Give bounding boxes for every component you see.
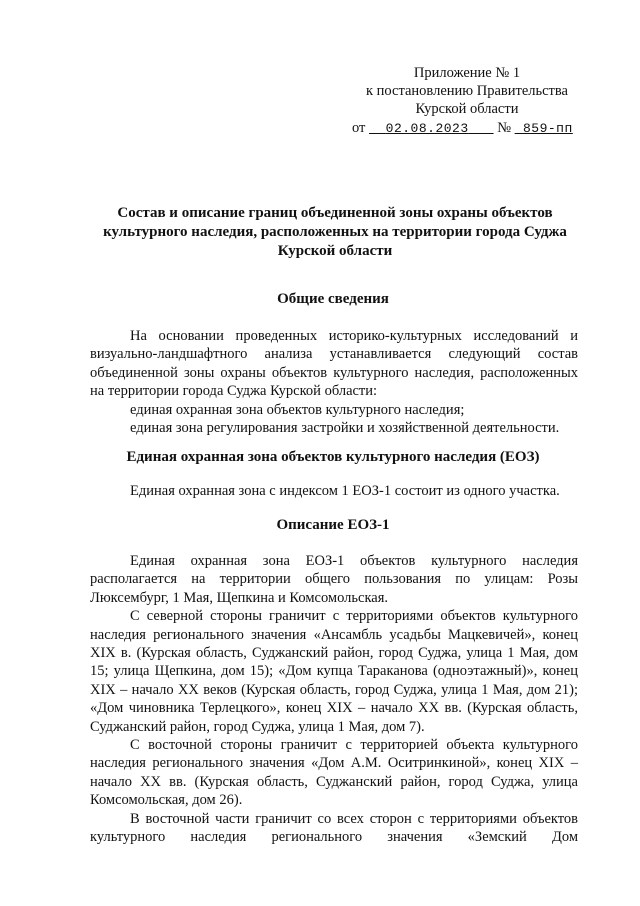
appendix-date-number-line [352, 119, 582, 138]
section-general-body [90, 327, 578, 437]
paragraph-north-border: С северной стороны граничит с территориями объектов культурного наследия регионального значения «Ансамбль усадьбы Мацкевичей», конец XIX в. (Курская область, Суджанский район, город Суджа, улица 1 Мая, дом 15; улица Щепкина, дом 15); «Дом купца Тараканова (одноэтажный)», конец XIX – начало XX веков (Курская область, город Суджа, улица 1 Мая, дом 21); «Дом чиновника Терлецкого», конец XIX – начало XX вв. (Курская область, Суджанский район, город Суджа, улица 1 Мая, дом 7). [90, 608, 578, 735]
number-label: № [497, 120, 512, 136]
paragraph-east-border: С восточной стороны граничит с территорией объекта культурного наследия регионального значения «Дом А.М. Оситринкиной», конец XIX – начало XX вв. (Курская область, Суджанский район, город Суджа, улица Комсомольская, дом 26). [90, 737, 578, 809]
resolution-date: 02.08.2023 [385, 121, 469, 136]
appendix-line-resolution: к постановлению Правительства [366, 83, 568, 99]
section-eoz-body [90, 482, 578, 500]
appendix-header [352, 64, 582, 138]
appendix-line-region: Курской области [415, 101, 519, 117]
section-eoz1-body [90, 552, 578, 847]
resolution-number: 859-пп [522, 121, 573, 136]
section-heading-eoz: Единая охранная зона объектов культурного наследия (ЕОЗ) [126, 449, 540, 465]
list-item-eoz: единая охранная зона объектов культурного наследия; [130, 401, 465, 418]
paragraph-eoz1-location: Единая охранная зона ЕОЗ-1 объектов культурного наследия располагается на территории общего пользования по улицам: Розы Люксембург, 1 Мая, Щепкина и Комсомольская. [90, 553, 578, 606]
document-title: Состав и описание границ объединенной зоны охраны объектов культурного наследия, расположенных на территории города Суджа Курской области [103, 205, 567, 259]
from-label: от [352, 120, 366, 136]
paragraph-eoz-index: Единая охранная зона с индексом 1 ЕОЗ-1 состоит из одного участка. [130, 483, 560, 499]
list-item-regulation-zone: единая зона регулирования застройки и хозяйственной деятельности. [130, 420, 560, 437]
appendix-title: Приложение № 1 [413, 65, 521, 81]
paragraph-general-intro: На основании проведенных историко-культурных исследований и визуально-ландшафтного анализа устанавливается следующий состав объединенной зоны охраны объектов культурного наследия, расположенных на территории города Суджа Курской области: [90, 328, 578, 400]
section-heading-general: Общие сведения [277, 291, 389, 307]
section-heading-eoz1-description: Описание ЕОЗ-1 [276, 517, 390, 533]
paragraph-east-part: В восточной части граничит со всех сторон с территориями объектов культурного наследия регионального значения «Земский Дом [90, 810, 578, 846]
